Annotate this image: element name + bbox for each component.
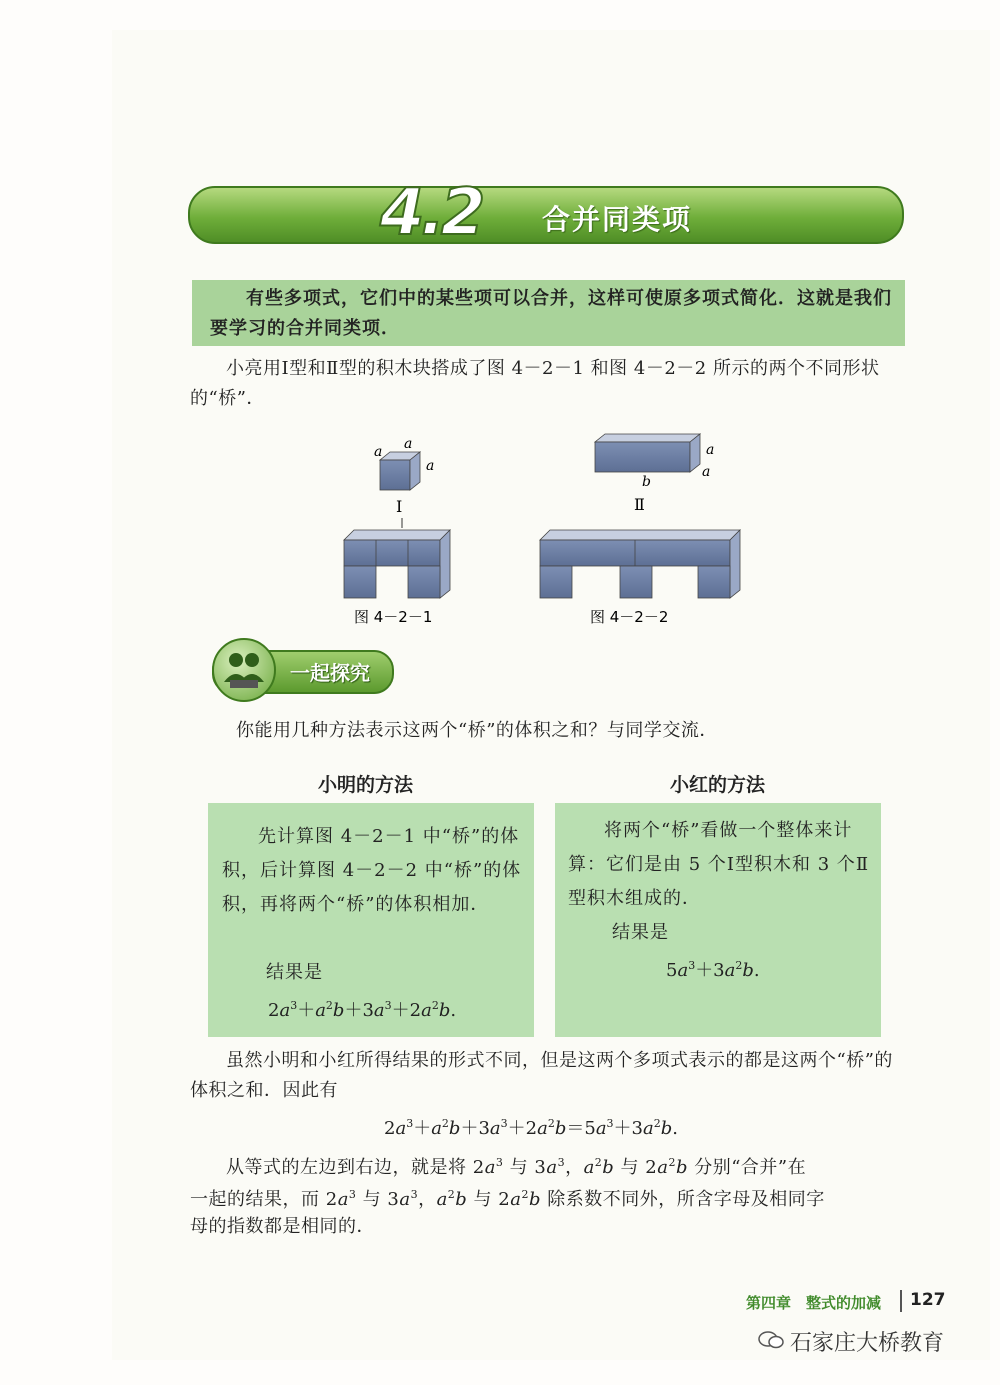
- para3-part-c: 一起的结果，而: [190, 1189, 320, 1210]
- block-type-1: [380, 452, 420, 490]
- people-icon: [212, 638, 276, 702]
- paragraph-conclusion: 虽然小明和小红所得结果的形式不同，但是这两个多项式表示的都是这两个“桥”的体积之和．因此有: [190, 1050, 893, 1101]
- page-number: 127: [910, 1290, 946, 1310]
- edge-label-a: a: [404, 436, 413, 452]
- block-type-2: [595, 434, 700, 472]
- section-number: 4.2: [380, 176, 482, 250]
- figure-1-caption: 图 4－2－1: [354, 608, 433, 626]
- section-title: 合并同类项: [542, 203, 693, 236]
- bridge-figure-2: [540, 530, 740, 598]
- edge-label-b: b: [642, 474, 651, 490]
- wechat-icon: [758, 1330, 784, 1350]
- paragraph-combine-line3: 母的指数都是相同的．: [190, 1216, 375, 1237]
- hong-method-text: 将两个“桥”看做一个整体来计算：它们是由 5 个Ⅰ型积木和 3 个Ⅱ型积木组成的．: [568, 820, 870, 909]
- para3-part-d: 除系数不同外，所含字母及相同字: [547, 1189, 825, 1210]
- intro-text: 有些多项式，它们中的某些项可以合并，这样可使原多项式简化．这就是我们要学习的合并同类项．: [210, 288, 892, 339]
- figure-blocks: [330, 430, 770, 630]
- edge-label-a: a: [426, 458, 435, 474]
- hong-result-formula: $5a^3+3a^2b$.: [666, 959, 760, 981]
- type-1-label: Ⅰ: [396, 497, 403, 516]
- explore-tag-label: 一起探究: [290, 661, 370, 685]
- ming-method-title: 小明的方法: [318, 774, 414, 796]
- question-text: 你能用几种方法表示这两个“桥”的体积之和？与同学交流．: [236, 720, 718, 741]
- footer-chapter: 第四章 整式的加减: [746, 1294, 882, 1312]
- edge-label-a: a: [706, 442, 715, 458]
- paragraph-combine-line1: [226, 1148, 906, 1183]
- figure-2-caption: 图 4－2－2: [590, 608, 669, 626]
- edge-label-a: a: [374, 444, 383, 460]
- term-group-2: $2a^3$ 与 $3a^3$，$a^2b$ 与 $2a^2b$: [325, 1188, 541, 1210]
- edge-label-a: a: [702, 464, 711, 480]
- ming-result-formula: $2a^3+a^2b+3a^3+2a^2b$.: [268, 999, 457, 1021]
- hong-method-title: 小红的方法: [670, 774, 766, 796]
- paragraph-combine-line2: [190, 1180, 906, 1215]
- ming-method-text: 先计算图 4－2－1 中“桥”的体积，后计算图 4－2－2 中“桥”的体积，再将两个“桥”的体积相加．: [222, 826, 522, 915]
- type-2-label: Ⅱ: [634, 495, 645, 514]
- hong-result-label: 结果是: [612, 922, 669, 943]
- bridge-figure-1: [344, 530, 450, 598]
- para3-part-b: 分别“合并”在: [694, 1157, 807, 1178]
- equation-main: $2a^3+a^2b+3a^3+2a^2b=5a^3+3a^2b$.: [384, 1117, 678, 1139]
- watermark-text: 石家庄大桥教育: [790, 1331, 945, 1356]
- para3-part-a: 从等式的左边到右边，就是将: [226, 1157, 467, 1178]
- footer-divider: [900, 1290, 902, 1312]
- term-group-1: $2a^3$ 与 $3a^3$，$a^2b$ 与 $2a^2b$: [472, 1156, 688, 1178]
- ming-result-label: 结果是: [266, 962, 323, 983]
- paragraph-bridges: 小亮用Ⅰ型和Ⅱ型的积木块搭成了图 4－2－1 和图 4－2－2 所示的两个不同形状的“桥”．: [190, 358, 880, 409]
